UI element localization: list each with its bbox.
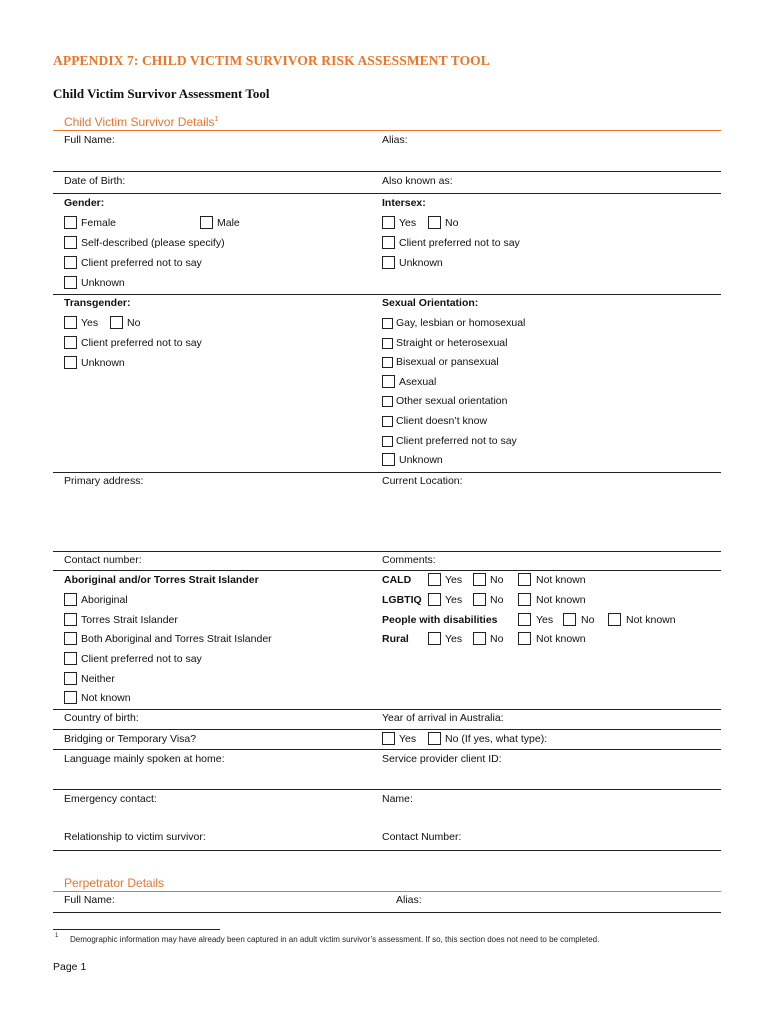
intersex-unknown-checkbox[interactable] — [382, 256, 395, 269]
contact-number-2-label: Contact Number: — [382, 831, 462, 843]
footnote-rule — [53, 929, 220, 930]
cald-yes-checkbox[interactable] — [428, 573, 441, 586]
atsi-neither-checkbox[interactable] — [64, 672, 77, 685]
orientation-option: Client preferred not to say — [396, 435, 517, 447]
atsi-option: Client preferred not to say — [81, 653, 202, 665]
divider — [53, 789, 721, 790]
transgender-yes-checkbox[interactable] — [64, 316, 77, 329]
tool-title: Child Victim Survivor Assessment Tool — [53, 86, 270, 101]
aka-label: Also known as: — [382, 175, 453, 187]
atsi-option: Aboriginal — [81, 594, 128, 606]
atsi-option: Not known — [81, 692, 131, 704]
section-title-perpetrator: Perpetrator Details — [64, 876, 165, 890]
cohort-label-disabilities: People with disabilities — [382, 614, 498, 626]
cald-not-known-label: Not known — [536, 574, 586, 586]
orientation-asexual-checkbox[interactable] — [382, 375, 395, 388]
intersex-label: Intersex: — [382, 197, 426, 209]
comments-label: Comments: — [382, 554, 436, 566]
orientation-unknown-checkbox[interactable] — [382, 453, 395, 466]
orientation-other-checkbox[interactable] — [382, 396, 393, 407]
disabilities-not-known-checkbox[interactable] — [608, 613, 621, 626]
visa-label: Bridging or Temporary Visa? — [64, 733, 197, 745]
rural-no-checkbox[interactable] — [473, 632, 486, 645]
divider — [53, 912, 721, 913]
rural-not-known-checkbox[interactable] — [518, 632, 531, 645]
cohort-label-rural: Rural — [382, 633, 409, 645]
orientation-not-say-checkbox[interactable] — [382, 436, 393, 447]
visa-no-label: No (If yes, what type): — [445, 733, 548, 745]
cohort-label-cald: CALD — [382, 574, 412, 586]
visa-yes-label: Yes — [399, 733, 417, 745]
intersex-not-say-label: Client preferred not to say — [399, 237, 520, 249]
orientation-option: Other sexual orientation — [396, 395, 508, 407]
transgender-label: Transgender: — [64, 297, 131, 309]
disabilities-yes-label: Yes — [536, 614, 554, 626]
perpetrator-alias-label: Alias: — [396, 894, 422, 906]
orientation-option: Gay, lesbian or homosexual — [396, 317, 526, 329]
footnote-text: Demographic information may have already been captured in an adult victim survivor’s assessment. If so, this section does not need to be completed. — [70, 935, 600, 944]
gender-female-label: Female — [81, 217, 117, 229]
divider — [53, 294, 721, 295]
atsi-option: Both Aboriginal and Torres Strait Islander — [81, 633, 272, 645]
atsi-option: Neither — [81, 673, 115, 685]
divider — [53, 850, 721, 851]
cald-yes-label: Yes — [445, 574, 463, 586]
intersex-unknown-label: Unknown — [399, 257, 443, 269]
transgender-yes-label: Yes — [81, 317, 99, 329]
contact-number-label: Contact number: — [64, 554, 142, 566]
orientation-doesnt-know-checkbox[interactable] — [382, 416, 393, 427]
disabilities-no-checkbox[interactable] — [563, 613, 576, 626]
atsi-tsi-checkbox[interactable] — [64, 613, 77, 626]
intersex-no-checkbox[interactable] — [428, 216, 441, 229]
orientation-option: Bisexual or pansexual — [396, 356, 499, 368]
disabilities-yes-checkbox[interactable] — [518, 613, 531, 626]
section-rule — [53, 130, 721, 131]
lgbtiq-not-known-label: Not known — [536, 594, 586, 606]
gender-unknown-checkbox[interactable] — [64, 276, 77, 289]
name-label: Name: — [382, 793, 413, 805]
orientation-option: Straight or heterosexual — [396, 337, 508, 349]
gender-not-say-checkbox[interactable] — [64, 256, 77, 269]
intersex-no-label: No — [445, 217, 459, 229]
transgender-no-label: No — [127, 317, 141, 329]
disabilities-not-known-label: Not known — [626, 614, 676, 626]
atsi-label: Aboriginal and/or Torres Strait Islander — [64, 574, 259, 586]
section-rule — [53, 891, 721, 892]
client-id-label: Service provider client ID: — [382, 753, 502, 765]
lgbtiq-no-label: No — [490, 594, 504, 606]
cohort-label-lgbtiq: LGBTIQ — [382, 594, 422, 606]
country-of-birth-label: Country of birth: — [64, 712, 139, 724]
appendix-title: APPENDIX 7: CHILD VICTIM SURVIVOR RISK ASSESSMENT TOOL — [53, 53, 490, 68]
visa-yes-checkbox[interactable] — [382, 732, 395, 745]
current-location-label: Current Location: — [382, 475, 463, 487]
disabilities-no-label: No — [581, 614, 595, 626]
divider — [53, 551, 721, 552]
orientation-option: Client doesn’t know — [396, 415, 488, 427]
primary-address-label: Primary address: — [64, 475, 144, 487]
rural-no-label: No — [490, 633, 504, 645]
orientation-option: Unknown — [399, 454, 443, 466]
atsi-aboriginal-checkbox[interactable] — [64, 593, 77, 606]
divider — [53, 570, 721, 571]
visa-no-checkbox[interactable] — [428, 732, 441, 745]
rural-yes-label: Yes — [445, 633, 463, 645]
orientation-straight-checkbox[interactable] — [382, 338, 393, 349]
atsi-not-say-checkbox[interactable] — [64, 652, 77, 665]
transgender-not-say-checkbox[interactable] — [64, 336, 77, 349]
orientation-option: Asexual — [399, 376, 437, 388]
language-label: Language mainly spoken at home: — [64, 753, 225, 765]
lgbtiq-yes-label: Yes — [445, 594, 463, 606]
transgender-not-say-label: Client preferred not to say — [81, 337, 202, 349]
gender-not-say-label: Client preferred not to say — [81, 257, 202, 269]
rural-yes-checkbox[interactable] — [428, 632, 441, 645]
divider — [53, 749, 721, 750]
gender-male-label: Male — [217, 217, 240, 229]
atsi-option: Torres Strait Islander — [81, 614, 178, 626]
cald-no-checkbox[interactable] — [473, 573, 486, 586]
gender-self-described-checkbox[interactable] — [64, 236, 77, 249]
atsi-not-known-checkbox[interactable] — [64, 691, 77, 704]
cald-not-known-checkbox[interactable] — [518, 573, 531, 586]
gender-female-checkbox[interactable] — [64, 216, 77, 229]
rural-not-known-label: Not known — [536, 633, 586, 645]
section-title-details: Child Victim Survivor Details$^1$ — [64, 115, 219, 129]
alias-label: Alias: — [382, 134, 408, 146]
orientation-bisexual-checkbox[interactable] — [382, 357, 393, 368]
lgbtiq-yes-checkbox[interactable] — [428, 593, 441, 606]
gender-male-checkbox[interactable] — [200, 216, 213, 229]
lgbtiq-not-known-checkbox[interactable] — [518, 593, 531, 606]
divider — [53, 709, 721, 710]
intersex-yes-checkbox[interactable] — [382, 216, 395, 229]
intersex-not-say-checkbox[interactable] — [382, 236, 395, 249]
full-name-label: Full Name: — [64, 134, 115, 146]
year-arrival-label: Year of arrival in Australia: — [382, 712, 504, 724]
intersex-yes-label: Yes — [399, 217, 417, 229]
orientation-gay-checkbox[interactable] — [382, 318, 393, 329]
dob-label: Date of Birth: — [64, 175, 126, 187]
divider — [53, 472, 721, 473]
transgender-no-checkbox[interactable] — [110, 316, 123, 329]
atsi-both-checkbox[interactable] — [64, 632, 77, 645]
divider — [53, 193, 721, 194]
transgender-unknown-label: Unknown — [81, 357, 125, 369]
transgender-unknown-checkbox[interactable] — [64, 356, 77, 369]
relationship-label: Relationship to victim survivor: — [64, 831, 206, 843]
gender-self-described-label: Self-described (please specify) — [81, 237, 225, 249]
divider — [53, 171, 721, 172]
perpetrator-full-name-label: Full Name: — [64, 894, 115, 906]
page-number: Page 1 — [53, 961, 87, 973]
footnote-number: 1 — [55, 933, 59, 939]
divider — [53, 729, 721, 730]
gender-unknown-label: Unknown — [81, 277, 125, 289]
sexual-orientation-label: Sexual Orientation: — [382, 297, 479, 309]
lgbtiq-no-checkbox[interactable] — [473, 593, 486, 606]
gender-label: Gender: — [64, 197, 105, 209]
emergency-contact-label: Emergency contact: — [64, 793, 157, 805]
cald-no-label: No — [490, 574, 504, 586]
